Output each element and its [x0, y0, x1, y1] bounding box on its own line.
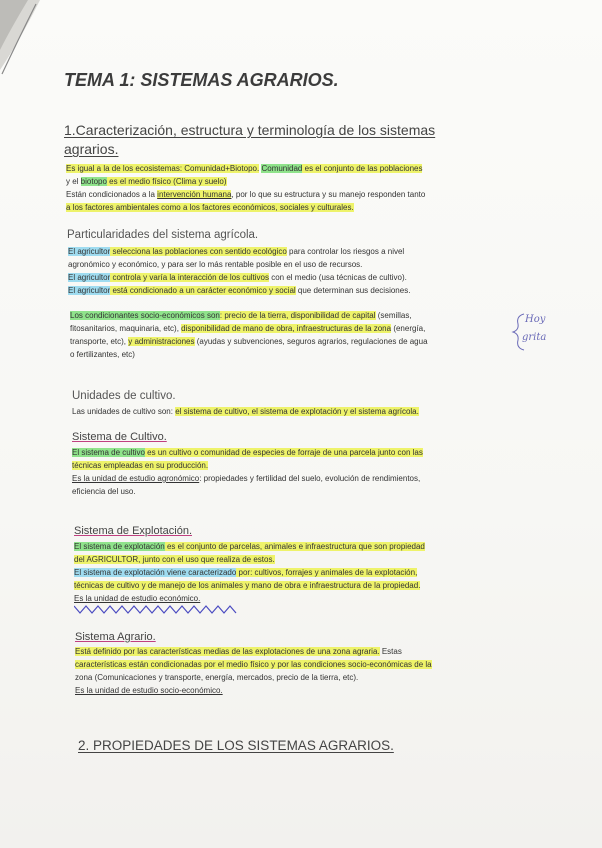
text-segment: a los factores ambientales como a los factores económicos, sociales y culturales. — [66, 203, 354, 212]
section1-line2 — [66, 176, 227, 188]
particularidades-heading: Particularidades del sistema agrícola. — [67, 229, 259, 241]
text-segment: y administraciones — [128, 337, 195, 346]
particularidades-line1 — [68, 246, 404, 258]
text-segment: : propiedades y fertilidad del suelo, evolución de rendimientos, — [199, 474, 421, 483]
sistema-cultivo-line1 — [72, 447, 423, 459]
sistema-cultivo-heading: Sistema de Cultivo. — [72, 431, 167, 443]
unidades-heading: Unidades de cultivo. — [72, 390, 176, 402]
text-segment: del AGRICULTOR, junto con el uso que realiza de estos. — [74, 555, 275, 564]
sistema-agrario-line4 — [75, 685, 223, 697]
text-segment: que determinan sus decisiones. — [295, 286, 411, 295]
text-segment: para controlar los riesgos a nivel — [286, 247, 405, 256]
text-segment: biotopo — [80, 177, 107, 186]
particularidades-line2: agronómico y económico, y para ser lo más rentable posible en el uso de recursos. — [68, 260, 363, 269]
text-segment: es el conjunto de las poblaciones — [302, 164, 423, 173]
text-segment: El agricultor — [68, 247, 111, 256]
sistema-agrario-line2 — [75, 659, 432, 671]
condicionantes-line3 — [70, 336, 428, 348]
sistema-agrario-line3: zona (Comunicaciones y transporte, energía, mercados, precio de la tierra, etc). — [75, 673, 359, 682]
sistema-explotacion-line2 — [74, 554, 275, 566]
text-segment: Es igual a la de los ecosistemas: — [66, 164, 185, 173]
section1-line4 — [66, 202, 354, 214]
text-segment: Es la unidad de estudio socio-económico. — [75, 686, 223, 695]
text-segment: es el medio físico (Clima y suelo) — [106, 177, 227, 186]
text-segment: técnicas de cultivo y de manejo de los animales y mano de obra e infraestructura de la propiedad. — [74, 581, 421, 590]
text-segment: , por lo que su estructura y su manejo responden tanto — [231, 190, 426, 199]
text-segment: es un cultivo o comunidad de especies de forraje de una parcela junto con las — [144, 448, 423, 457]
section1-heading-line1: 1.Caracterización, estructura y terminología de los sistemas — [64, 122, 436, 138]
text-segment: Es la unidad de estudio económico. — [74, 594, 201, 603]
text-segment: El sistema de explotación — [74, 542, 165, 551]
text-segment: técnicas empleadas en su producción. — [72, 461, 209, 470]
text-segment: El sistema de cultivo — [72, 448, 145, 457]
sistema-cultivo-line2 — [72, 460, 208, 472]
condicionantes-line1 — [70, 310, 412, 322]
handwritten-note-line2: grita — [522, 332, 547, 343]
text-segment: está condicionado a un carácter económico y social — [110, 286, 296, 295]
particularidades-line3 — [68, 272, 407, 284]
section1-heading-line2: agrarios. — [64, 141, 119, 157]
text-segment: Comunidad — [261, 164, 303, 173]
text-segment: (energía, — [391, 324, 426, 333]
sistema-explotacion-line3 — [74, 567, 417, 579]
text-segment: El agricultor — [68, 273, 111, 282]
text-segment: transporte, etc), — [70, 337, 129, 346]
text-segment: con el medio (usa técnicas de cultivo). — [269, 273, 407, 282]
sistema-explotacion-line4 — [74, 580, 420, 592]
text-segment: características están condicionadas por el medio físico y por las condiciones socio-económicas de la — [75, 660, 432, 669]
sistema-agrario-heading: Sistema Agrario. — [75, 631, 156, 643]
page-corner-decoration — [0, 0, 60, 80]
text-segment: Comunidad+Biotopo. — [184, 164, 260, 173]
section1-line3 — [66, 189, 425, 201]
sistema-agrario-line1 — [75, 646, 402, 658]
text-segment: es el conjunto de parcelas, animales e infraestructura que son propiedad — [164, 542, 425, 551]
text-segment: El sistema de explotación viene caracterizado — [74, 568, 237, 577]
text-segment: Los condicionantes socio-económicos son — [70, 311, 220, 320]
text-segment: y el — [66, 177, 81, 186]
text-segment: (semillas, — [375, 311, 412, 320]
sistema-explotacion-heading: Sistema de Explotación. — [74, 525, 193, 537]
handwritten-note-line1: Hoy — [525, 314, 546, 325]
text-segment: (ayudas y subvenciones, seguros agrarios, regulaciones de agua — [194, 337, 428, 346]
text-segment: fitosanitarios, maquinaria, etc), — [70, 324, 182, 333]
section2-heading: 2. PROPIEDADES DE LOS SISTEMAS AGRARIOS. — [78, 738, 394, 753]
document-title: TEMA 1: SISTEMAS AGRARIOS. — [64, 70, 339, 90]
wavy-underline — [74, 603, 238, 615]
text-segment: Están condicionados a la — [66, 190, 158, 199]
text-segment: por: cultivos, forrajes y animales de la explotación, — [236, 568, 418, 577]
text-segment: : precio de la tierra, disponibilidad de capital — [219, 311, 376, 320]
sistema-cultivo-line4: eficiencia del uso. — [72, 487, 136, 496]
text-segment: Está definido por las características medias de las explotaciones de una zona agraria. — [75, 647, 380, 656]
text-segment: Las unidades de cultivo son: — [72, 407, 176, 416]
text-segment: intervención humana — [157, 190, 232, 199]
text-segment: Es la unidad de estudio agronómico — [72, 474, 200, 483]
sistema-cultivo-line3 — [72, 473, 420, 485]
text-segment: El agricultor — [68, 286, 111, 295]
text-segment: selecciona las poblaciones con sentido ecológico — [110, 247, 287, 256]
section1-line1 — [66, 163, 422, 175]
condicionantes-line4: o fertilizantes, etc) — [70, 350, 135, 359]
text-segment: el sistema de cultivo, el sistema de explotación y el sistema agrícola. — [175, 407, 419, 416]
text-segment: controla y varía la interacción de los cultivos — [110, 273, 269, 282]
unidades-line1 — [72, 406, 419, 418]
text-segment: disponibilidad de mano de obra, infraestructuras de la zona — [181, 324, 392, 333]
particularidades-line4 — [68, 285, 410, 297]
sistema-explotacion-line1 — [74, 541, 425, 553]
text-segment: Estas — [379, 647, 402, 656]
condicionantes-line2 — [70, 323, 425, 335]
